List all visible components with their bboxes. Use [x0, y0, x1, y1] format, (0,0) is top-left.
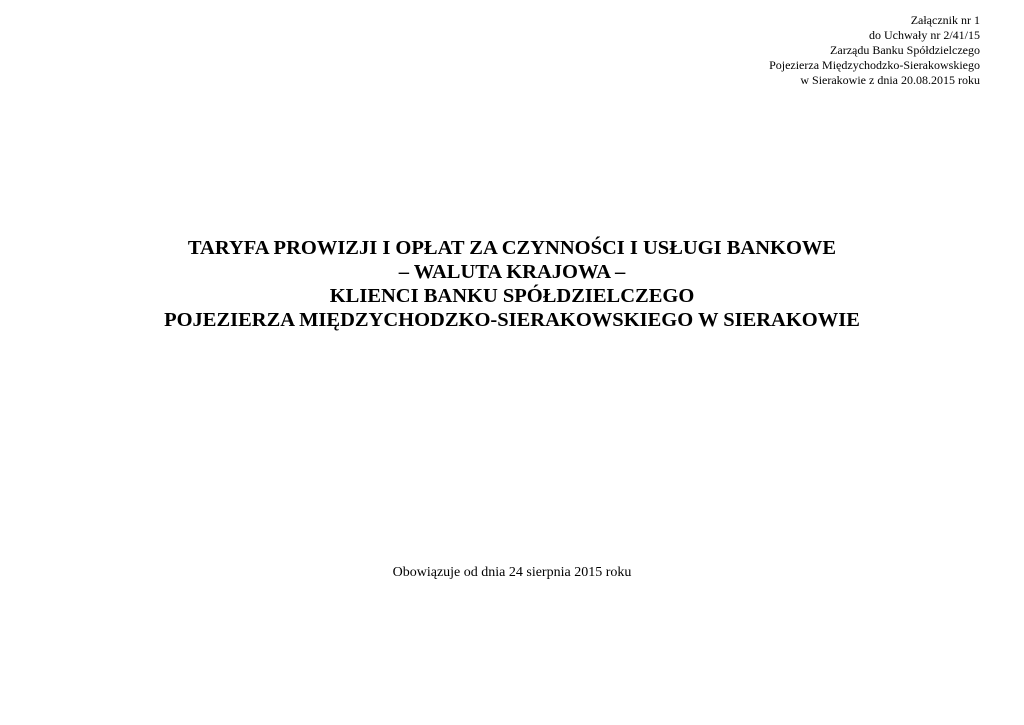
annex-header: [769, 13, 980, 88]
document-title: [0, 236, 1024, 332]
annex-number: Załącznik nr 1: [910, 13, 980, 27]
bank-name: Pojezierza Międzychodzko-Sierakowskiego: [769, 58, 980, 72]
resolution-number: do Uchwały nr 2/41/15: [869, 28, 980, 42]
issuing-board: Zarządu Banku Spółdzielczego: [830, 43, 980, 57]
title-line-1: TARYFA PROWIZJI I OPŁAT ZA CZYNNOŚCI I USŁUGI BANKOWE: [187, 237, 837, 259]
title-line-3: KLIENCI BANKU SPÓŁDZIELCZEGO: [329, 285, 695, 307]
effective-date: Obowiązuje od dnia 24 sierpnia 2015 roku: [392, 565, 632, 580]
resolution-date: w Sierakowie z dnia 20.08.2015 roku: [800, 73, 980, 87]
title-line-2: – WALUTA KRAJOWA –: [398, 261, 626, 283]
title-line-4: POJEZIERZA MIĘDZYCHODZKO-SIERAKOWSKIEGO W SIERAKOWIE: [164, 309, 860, 331]
